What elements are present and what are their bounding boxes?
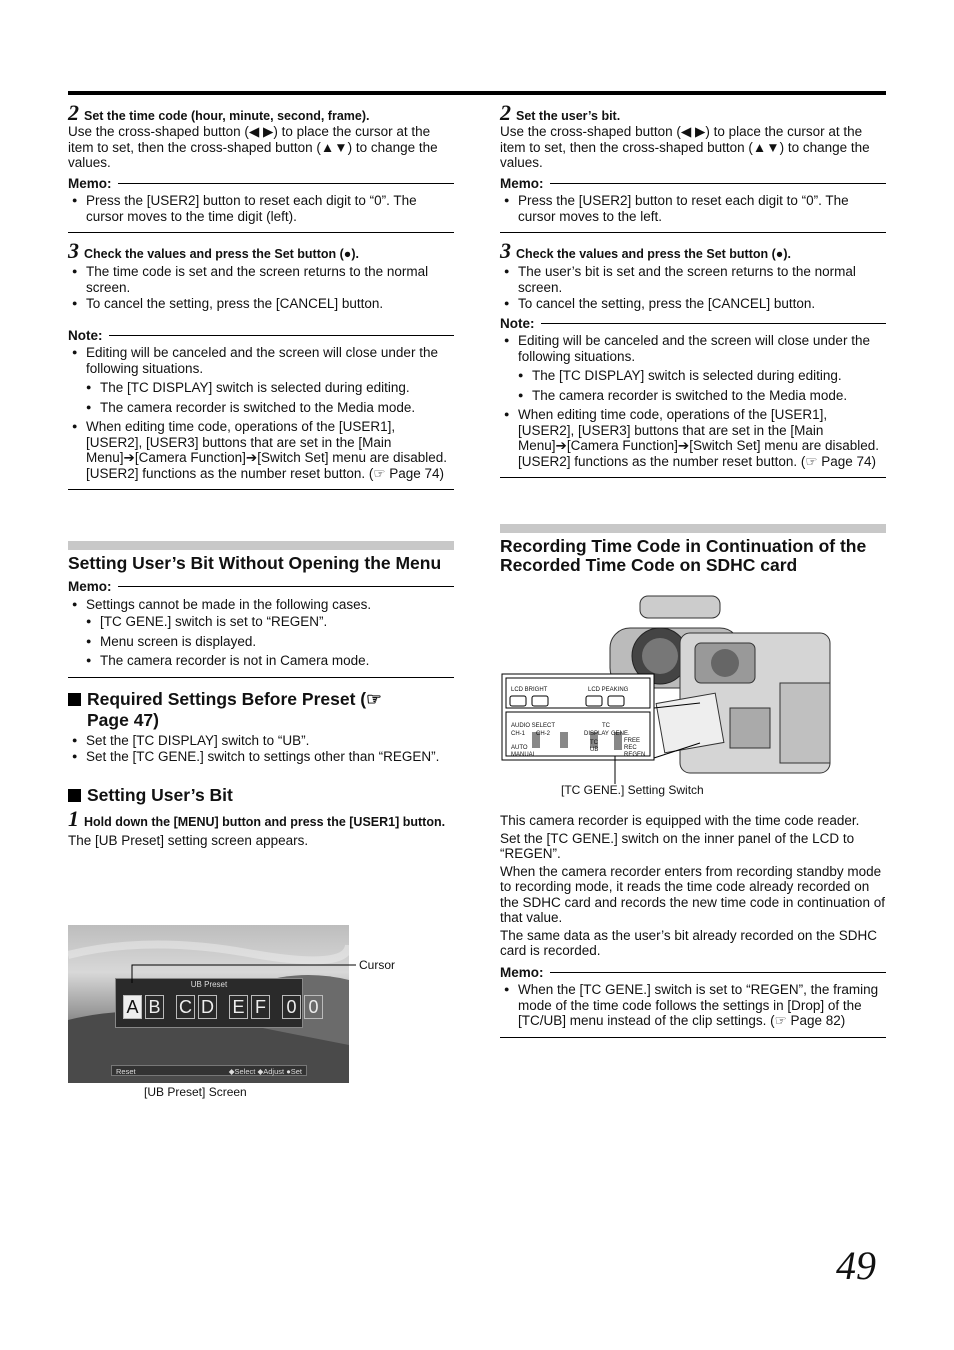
tc-label: TC (602, 723, 610, 729)
set-hint: ●Set (286, 1067, 302, 1076)
ub-preset-screenshot (68, 925, 349, 1083)
step-3-heading (500, 238, 886, 263)
note-end-rule (68, 489, 454, 490)
memo-list (500, 193, 886, 224)
left-column (68, 100, 454, 490)
cursor-callout-line (130, 955, 360, 985)
digit-cell[interactable]: C (176, 995, 195, 1019)
note-subitem: ● The [TC DISPLAY] switch is selected during editing. (500, 368, 886, 384)
list-item: ● To cancel the setting, press the [CANCEL] button. (500, 296, 886, 312)
digit-cell[interactable]: 0 (282, 995, 301, 1019)
list-item: ● The time code is set and the screen returns to the normal screen. (68, 264, 454, 295)
memo-heading: Memo: (68, 579, 454, 595)
memo-subitem: ● [TC GENE.] switch is set to “REGEN”. (68, 614, 454, 630)
step-3-list (500, 264, 886, 312)
section-title: Setting User’s Bit Without Opening the Menu (68, 553, 442, 573)
memo-end-rule (68, 677, 454, 678)
list-item: ● Set the [TC GENE.] switch to settings other than “REGEN”. (68, 749, 454, 765)
digit-cell[interactable]: B (145, 995, 164, 1019)
memo-heading: Memo: (500, 176, 886, 192)
tc-switch-label: TC (590, 740, 598, 746)
note-item: ● Editing will be canceled and the screen will close under the following situations. (68, 345, 454, 376)
step-title: Set the user’s bit. (516, 109, 621, 123)
memo-subitem: ● Menu screen is displayed. (68, 634, 454, 650)
digit-cell-cursor[interactable]: A (123, 995, 142, 1019)
list-item: ● To cancel the setting, press the [CANCEL] button. (68, 296, 454, 312)
body-paragraph: This camera recorder is equipped with the time code reader. (500, 813, 860, 828)
memo-heading: Memo: (500, 965, 886, 981)
step-title: Set the time code (hour, minute, second, frame). (84, 109, 370, 123)
auto-label: AUTO (511, 745, 528, 751)
ub-guide-bar (111, 1065, 307, 1076)
memo-heading: Memo: (68, 176, 454, 192)
body-paragraph: The same data as the user’s bit already recorded on the SDHC card is recorded. (500, 927, 877, 958)
display-label: DISPLAY (584, 731, 609, 737)
body-paragraph: When the camera recorder enters from recording standby mode to recording mode, it reads the time code already recorded on the SDHC card and records the new time code in continuation of that value. (500, 863, 885, 925)
left-section (68, 541, 454, 848)
lcd-peaking-label: LCD PEAKING (588, 687, 629, 693)
step-1-heading (68, 805, 454, 831)
note-item: ● Editing will be canceled and the screen will close under the following situations. (500, 333, 886, 364)
step-3-list (68, 264, 454, 312)
required-list (68, 733, 454, 765)
note-end-rule (500, 477, 886, 478)
right-body (500, 813, 886, 1038)
step-2-heading (68, 100, 454, 125)
section-bar (500, 524, 886, 533)
manual-label: MANUAL (511, 752, 537, 758)
ub-switch-label: UB (590, 747, 599, 753)
list-item: ● Set the [TC DISPLAY] switch to “UB”. (68, 733, 454, 749)
memo-item: ● When the [TC GENE.] switch is set to “REGEN”, the framing mode of the time code follows the settings in [Drop] of the [TC/UB] menu instead of the clip settings. (☞ Page 82) (500, 982, 886, 1029)
audio-select-label: AUDIO SELECT (511, 723, 556, 729)
step-number: 3 (500, 238, 511, 263)
digit-cell[interactable]: D (198, 995, 217, 1019)
memo-item: ● Press the [USER2] button to reset each digit to “0”. The cursor moves to the left. (500, 193, 886, 224)
step-number: 1 (68, 805, 79, 831)
square-bullet-icon (68, 789, 81, 802)
memo-list (68, 597, 454, 669)
step-3-heading (68, 238, 454, 263)
note-subitem: ● The camera recorder is switched to the Media mode. (500, 388, 886, 404)
step-title: Hold down the [MENU] button and press the [USER1] button. (84, 814, 446, 829)
digit-cell[interactable]: E (229, 995, 248, 1019)
note-subitem: ● The [TC DISPLAY] switch is selected during editing. (68, 380, 454, 396)
right-column (500, 100, 886, 478)
section-bar (68, 541, 454, 550)
top-rule (68, 91, 886, 95)
page-number: 49 (836, 1243, 876, 1288)
step-title: Check the values and press the Set button (●). (516, 247, 791, 261)
select-hint: ◆Select (228, 1067, 256, 1076)
step-number: 2 (500, 100, 511, 125)
note-subitem: ● The camera recorder is switched to the Media mode. (68, 400, 454, 416)
step-2-heading (500, 100, 886, 125)
memo-item: ● Press the [USER2] button to reset each digit to “0”. The cursor moves to the time digit (left). (68, 193, 454, 224)
ch2-label: CH-2 (536, 731, 551, 737)
rec-label: REC (624, 745, 637, 751)
step-2-text: Use the cross-shaped button (◀ ▶) to place the cursor at the item to set, then the cross-shaped button (▲▼) to change the values. (68, 124, 438, 170)
square-bullet-icon (68, 693, 81, 706)
digit-row (123, 995, 323, 1019)
memo-subitem: ● The camera recorder is not in Camera mode. (68, 653, 454, 669)
step-title: Check the values and press the Set button (●). (84, 247, 359, 261)
reset-hint: Reset (116, 1067, 136, 1076)
step-1-text: The [UB Preset] setting screen appears. (68, 832, 309, 848)
step-number: 2 (68, 100, 79, 125)
memo-list (500, 982, 886, 1029)
gene-label: GENE. (611, 731, 630, 737)
ub-preset-dialog (115, 978, 319, 1028)
note-list (68, 345, 454, 481)
regen-label: REGEN (624, 752, 646, 758)
section-title: Recording Time Code in Continuation of the Recorded Time Code on SDHC card (500, 536, 867, 575)
lcd-bright-label: LCD BRIGHT (511, 687, 548, 693)
memo-end-rule (68, 232, 454, 233)
memo-list (68, 193, 454, 224)
free-label: FREE (624, 738, 641, 744)
note-heading: Note: (500, 316, 886, 332)
step-2-text: Use the cross-shaped button (◀ ▶) to place the cursor at the item to set, then the cross-shaped button (▲▼) to change the values. (500, 124, 870, 170)
required-settings-heading: Required Settings Before Preset (☞ Page 47) (68, 689, 454, 731)
memo-end-rule (500, 232, 886, 233)
memo-end-rule (500, 1037, 886, 1038)
note-item: ● When editing time code, operations of the [USER1], [USER2], [USER3] buttons that are set in the [Main Menu]➔[Camera Function]➔[Switch Set] menu are disabled. [USER2] functions as the number reset button. (☞ Page 74) (500, 407, 886, 469)
note-item: ● When editing time code, operations of the [USER1], [USER2], [USER3] buttons that are set in the [Main Menu]➔[Camera Function]➔[Switch Set] menu are disabled. [USER2] functions as the number reset button. (☞ Page 74) (68, 419, 454, 481)
digit-cell[interactable]: F (251, 995, 270, 1019)
camera-illustration (500, 588, 845, 788)
tc-gene-caption: [TC GENE.] Setting Switch (561, 783, 704, 797)
note-heading: Note: (68, 328, 454, 344)
screen-caption: [UB Preset] Screen (144, 1085, 247, 1099)
body-paragraph: Set the [TC GENE.] switch on the inner panel of the LCD to “REGEN”. (500, 830, 855, 861)
dialog-title: UB Preset (190, 980, 228, 989)
memo-item: ● Settings cannot be made in the following cases. (68, 597, 454, 613)
cursor-label: Cursor (359, 958, 396, 972)
adjust-hint: ◆Adjust (257, 1067, 285, 1076)
right-section (500, 524, 886, 575)
setting-users-bit-heading: Setting User’s Bit (68, 785, 454, 806)
step-number: 3 (68, 238, 79, 263)
list-item: ● The user’s bit is set and the screen returns to the normal screen. (500, 264, 886, 295)
note-list (500, 333, 886, 469)
ch1-label: CH-1 (511, 731, 526, 737)
digit-cell[interactable]: 0 (304, 995, 323, 1019)
